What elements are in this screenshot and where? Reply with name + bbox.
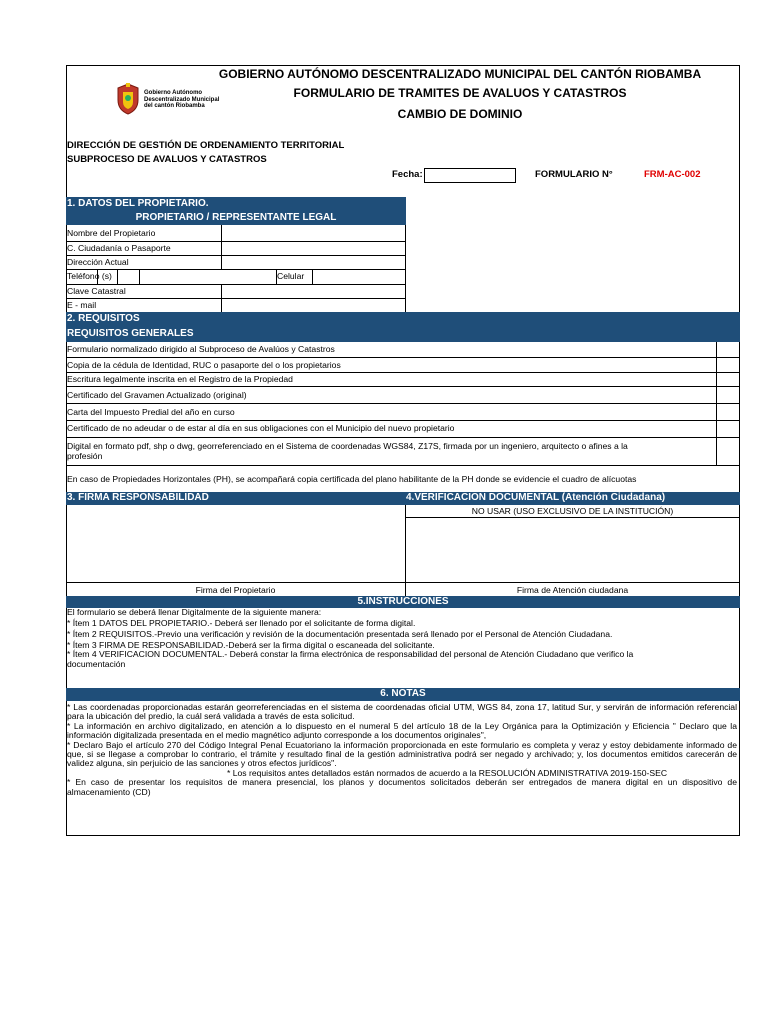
requisito-item: Certificado del Gravamen Actualizado (original): [67, 390, 247, 400]
instruccion-line: El formulario se deberá llenar Digitalmente de la siguiente manera:: [67, 607, 322, 617]
cedula-label: C. Ciudadanía o Pasaporte: [67, 243, 171, 253]
requisito-check-1[interactable]: [717, 343, 739, 357]
requisito-item: Carta del Impuesto Predial del año en curso: [67, 407, 235, 417]
divider: [66, 403, 740, 404]
divider: [66, 437, 740, 438]
cedula-input[interactable]: [222, 242, 405, 255]
title-line-1: GOBIERNO AUTÓNOMO DESCENTRALIZADO MUNICIPAL DEL CANTÓN RIOBAMBA: [218, 67, 702, 81]
divider: [405, 225, 406, 312]
requisito-check-7[interactable]: [717, 438, 739, 465]
requisito-item: Copia de la cédula de Identidad, RUC o pasaporte del o los propietarios: [67, 360, 341, 370]
section2-subtitle: REQUISITOS GENERALES: [66, 326, 740, 342]
municipal-shield-icon: [114, 82, 142, 116]
logo-line-1: Gobierno Autónomo: [144, 90, 203, 96]
firma-atencion-area[interactable]: [406, 518, 739, 581]
section6-title: 6. NOTAS: [66, 688, 740, 701]
notas-block: [67, 703, 737, 797]
requisito-check-5[interactable]: [717, 404, 739, 420]
firma-propietario-label: Firma del Propietario: [195, 585, 276, 595]
celular-input[interactable]: [313, 270, 405, 284]
direccion-actual-label: Dirección Actual: [67, 257, 129, 267]
subproceso-label: SUBPROCESO DE AVALUOS Y CATASTROS: [67, 154, 267, 165]
requisito-item: En caso de Propiedades Horizontales (PH), se acompañará copia certificada del plano habilitante de la PH donde se evidencie el cuadro de alícuotas: [67, 474, 637, 484]
instruccion-line: * Ítem 4 VERIFICACION DOCUMENTAL.- Deberá constar la firma electrónica de responsabilidad del personal de Atención Ciudadano que verifico la: [67, 649, 634, 659]
title-line-3: CAMBIO DE DOMINIO: [397, 107, 523, 121]
divider: [66, 465, 740, 466]
email-input[interactable]: [222, 299, 405, 312]
nota-item: * La información en archivo digitalizado, en atención a lo dispuesto en el numeral 5 del artículo 18 de la Ley Orgánica para la Optimización y Eficiencia " Declaro que la información digitalizada presentada en el medio magnético adjunto corresponde a los documentos originales",: [67, 720, 737, 741]
fecha-input[interactable]: [424, 168, 516, 183]
instruccion-line: * Ítem 3 FIRMA DE RESPONSABILIDAD.-Deberá ser la firma digital o escaneada del solicitante.: [67, 640, 435, 650]
requisito-item: Digital en formato pdf, shp o dwg, georreferenciado en el Sistema de coordenadas WGS84, Z17S, firmada por un ingeniero, arquitecto o afines a la: [67, 441, 628, 451]
celular-label: Celular: [277, 271, 305, 281]
section2-title: 2. REQUISITOS: [66, 312, 740, 326]
telefono-label: Teléfono (s): [67, 271, 112, 281]
requisito-item: Escritura legalmente inscrita en el Registro de la Propiedad: [67, 374, 293, 384]
divider: [66, 386, 740, 387]
requisito-item-cont: profesión: [67, 451, 103, 461]
section3-title: 3. FIRMA RESPONSABILIDAD: [66, 492, 405, 505]
firma-atencion-label: Firma de Atención ciudadana: [516, 585, 629, 595]
direccion-input[interactable]: [222, 256, 405, 269]
firma-propietario-area[interactable]: [67, 506, 404, 581]
requisito-item: Certificado de no adeudar o de estar al día en sus obligaciones con el Municipio del nuevo propietario: [67, 423, 455, 433]
instruccion-line: * Ítem 1 DATOS DEL PROPIETARIO.- Deberá ser llenado por el solicitante de forma digital.: [67, 618, 416, 628]
instruccion-line: * Ítem 2 REQUISITOS.-Previo una verificación y revisión de la documentación presentada será llenado por el Personal de Atención Ciudadana.: [67, 629, 613, 639]
nombre-input[interactable]: [222, 226, 405, 240]
nombre-label: Nombre del Propietario: [67, 228, 156, 238]
logo-line-2: Descentralizado Municipal: [144, 96, 220, 103]
logo-line-3: del cantón Riobamba: [144, 103, 205, 109]
divider: [66, 582, 740, 583]
divider: [117, 269, 118, 284]
nota-item: * Declaro Bajo el artículo 270 del Código Integral Penal Ecuatoriano la información proporcionada en este formulario es completa y veraz y estoy debidamente informado de que, si se llegase a comprobar lo contrario, el trámite y resultado final de la gestión administrativa podrá ser negado y archivado; y, los documentos emitidos carecerán de validez alguna, sin perjuicio de las sanciones y otros efectos jurídicos".: [67, 739, 737, 769]
section5-title: 5.INSTRUCCIONES: [66, 596, 740, 608]
section1-title: 1. DATOS DEL PROPIETARIO.: [66, 197, 406, 211]
telefono-input[interactable]: [140, 270, 276, 284]
requisito-check-4[interactable]: [717, 387, 739, 403]
requisito-item: Formulario normalizado dirigido al Subproceso de Avalúos y Catastros: [67, 344, 335, 354]
email-label: E - mail: [67, 300, 97, 310]
no-usar-label: NO USAR (USO EXCLUSIVO DE LA INSTITUCIÓN): [471, 506, 674, 516]
title-line-2: FORMULARIO DE TRAMITES DE AVALUOS Y CATASTROS: [293, 86, 627, 100]
formulario-label: FORMULARIO N°: [535, 169, 613, 180]
clave-input[interactable]: [222, 285, 405, 298]
section1-subtitle: PROPIETARIO / REPRESENTANTE LEGAL: [66, 211, 406, 225]
requisito-check-3[interactable]: [717, 373, 739, 386]
requisito-check-2[interactable]: [717, 358, 739, 372]
fecha-label: Fecha:: [392, 169, 423, 180]
clave-label: Clave Catastral: [67, 286, 126, 296]
nota-item: * Los requisitos antes detallados están normados de acuerdo a la RESOLUCIÓN ADMINISTRATIVA 2019-150-SEC: [227, 767, 668, 778]
direccion-label: DIRECCIÓN DE GESTIÓN DE ORDENAMIENTO TERRITORIAL: [67, 140, 345, 151]
nota-item: * En caso de presentar los requisitos de manera presencial, los planos y documentos solicitados deberán ser entregados de manera digital en un dispositivo de almacenamiento (CD): [67, 777, 737, 797]
requisito-check-6[interactable]: [717, 421, 739, 437]
divider: [66, 420, 740, 421]
divider: [66, 357, 740, 358]
section4-title: 4.VERIFICACION DOCUMENTAL (Atención Ciudadana): [405, 492, 740, 505]
formulario-code: FRM-AC-002: [644, 169, 701, 180]
instruccion-line: documentación: [67, 659, 126, 669]
nota-item: * Las coordenadas proporcionadas estarán georreferenciadas en el sistema de coordenadas oficial UTM, WGS 84, zona 17, latitud Sur, y servirán de información referencial para la ubicación del predio, la cuál será validada a través de esta solicitud.: [67, 702, 737, 722]
divider: [66, 372, 740, 373]
